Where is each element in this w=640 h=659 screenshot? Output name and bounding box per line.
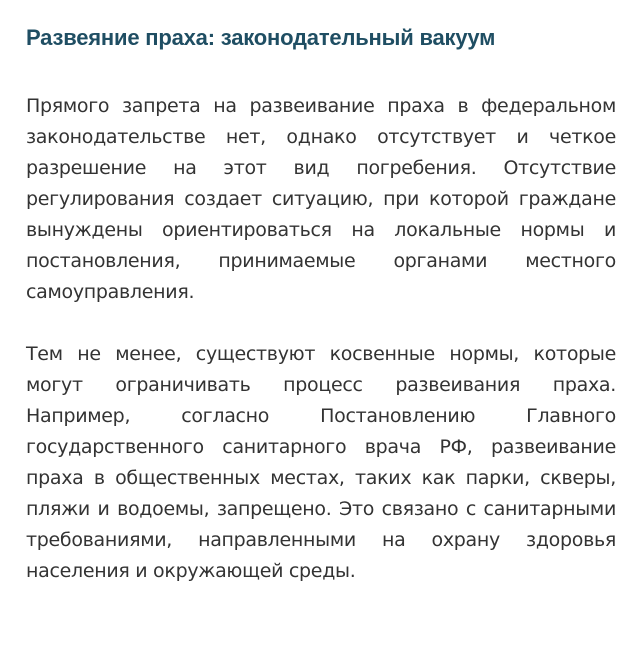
paragraph-legal-vacuum: Прямого запрета на развеивание праха в федеральном законодательстве нет, однако отсутствует и четкое разрешение на этот вид погребения. Отсутствие регулирования создает ситуацию, при которой граждане вынуждены ориентироваться на локальные нормы и постановления, принимаемые органами местного самоуправления. xyxy=(26,95,616,303)
paragraph-indirect-norms: Тем не менее, существуют косвенные нормы, которые могут ограничивать процесс развеивания праха. Например, согласно Постановлению Главного государственного санитарного врача РФ, развеивание праха в общественных местах, таких как парки, скверы, пляжи и водоемы, запрещено. Это связано с санитарными требованиями, направленными на охрану здоровья населения и окружающей среды. xyxy=(26,343,616,582)
article xyxy=(26,22,616,587)
section-heading: Развеяние праха: законодательный вакуум xyxy=(26,25,496,50)
